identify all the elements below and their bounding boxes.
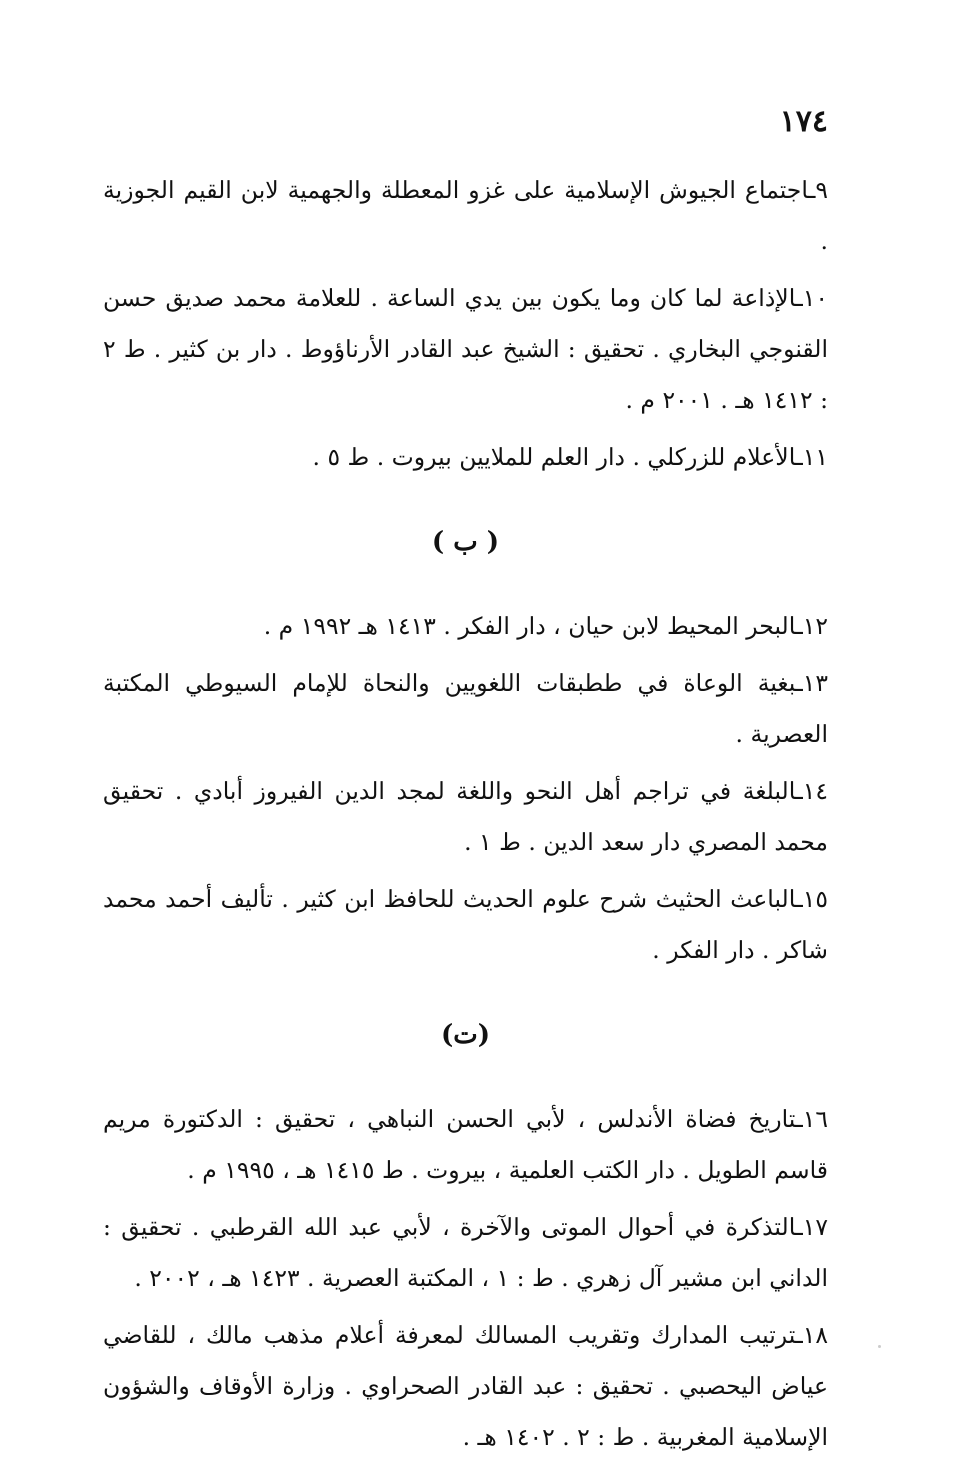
entry-text: البلغة في تراجم أهل النحو واللغة لمجد الدين الفيروز أبادي . تحقيق محمد المصري دار سعد الدين . ط ١ . bbox=[103, 777, 828, 856]
entry-text: الإذاعة لما كان وما يكون بين يدي الساعة . للعلامة محمد صديق حسن القنوجي البخاري . تحقيق : الشيخ عبد القادر الأرناؤوط . دار بن كثير . ط ٢ : ١٤١٢ هـ . ٢٠٠١ م . bbox=[103, 284, 828, 414]
entry-text: البحر المحيط لابن حيان ، دار الفكر . ١٤١٣ هـ ١٩٩٢ م . bbox=[263, 612, 796, 640]
bibliography-entry bbox=[103, 1094, 828, 1196]
entry-text: اجتماع الجيوش الإسلامية على غزو المعطلة والجهمية لابن القيم الجوزية . bbox=[103, 176, 828, 255]
entry-text: بغية الوعاة في ططبقات اللغويين والنحاة للإمام السيوطي المكتبة العصرية . bbox=[103, 669, 828, 748]
entry-number: ١٢ـ bbox=[795, 612, 828, 640]
bibliography-entry bbox=[103, 766, 828, 868]
section-heading: (ت) bbox=[440, 1020, 491, 1050]
entry-number: ١٤ـ bbox=[795, 777, 828, 805]
entry-text: الباعث الحثيث شرح علوم الحديث للحافظ ابن كثير . تأليف أحمد محمد شاكر . دار الفكر . bbox=[103, 885, 828, 964]
scan-speck bbox=[878, 1345, 881, 1348]
page-number: ١٧٤ bbox=[779, 104, 828, 139]
bibliography-entry bbox=[103, 432, 828, 483]
entry-number: ١٥ـ bbox=[795, 885, 828, 913]
entry-number: ٩ـ bbox=[808, 176, 828, 204]
bibliography-entry bbox=[103, 1310, 828, 1463]
entry-text: تاريخ فضاة الأندلس ، لأبي الحسن النباهي ، تحقيق : الدكتورة مريم قاسم الطويل . دار الكتب العلمية ، بيروت . ط ١٤١٥ هـ ، ١٩٩٥ م . bbox=[103, 1105, 828, 1184]
entry-text: التذكرة في أحوال الموتى والآخرة ، لأبي عبد الله القرطبي . تحقيق : الداني ابن مشير آل زهري . ط : ١ ، المكتبة العصرية . ١٤٢٣ هـ ، ٢٠٠٢ . bbox=[103, 1213, 828, 1292]
entry-number: ١٦ـ bbox=[795, 1105, 828, 1133]
bibliography-entry bbox=[103, 874, 828, 976]
bibliography-entry bbox=[103, 1202, 828, 1304]
entry-number: ١٧ـ bbox=[795, 1213, 828, 1241]
entry-text: ترتيب المدارك وتقريب المسالك لمعرفة أعلام مذهب مالك ، للقاضي عياض اليحصبي . تحقيق : عبد القادر الصحراوي . وزارة الأوقاف والشؤون الإسلامية المغربية . ط : ٢ . ١٤٠٢ هـ . bbox=[103, 1321, 828, 1451]
entry-text: الأعلام للزركلي . دار العلم للملايين بيروت . ط ٥ . bbox=[312, 443, 796, 471]
bibliography-entry bbox=[103, 658, 828, 760]
bibliography-list bbox=[103, 165, 828, 1463]
bibliography-entry bbox=[103, 601, 828, 652]
entry-number: ١٠ـ bbox=[795, 284, 828, 312]
bibliography-entry bbox=[103, 165, 828, 267]
entry-number: ١٣ـ bbox=[795, 669, 828, 697]
bibliography-entry bbox=[103, 273, 828, 426]
section-heading: ( ب ) bbox=[431, 527, 500, 557]
entry-number: ١١ـ bbox=[795, 443, 828, 471]
entry-number: ١٨ـ bbox=[795, 1321, 828, 1349]
